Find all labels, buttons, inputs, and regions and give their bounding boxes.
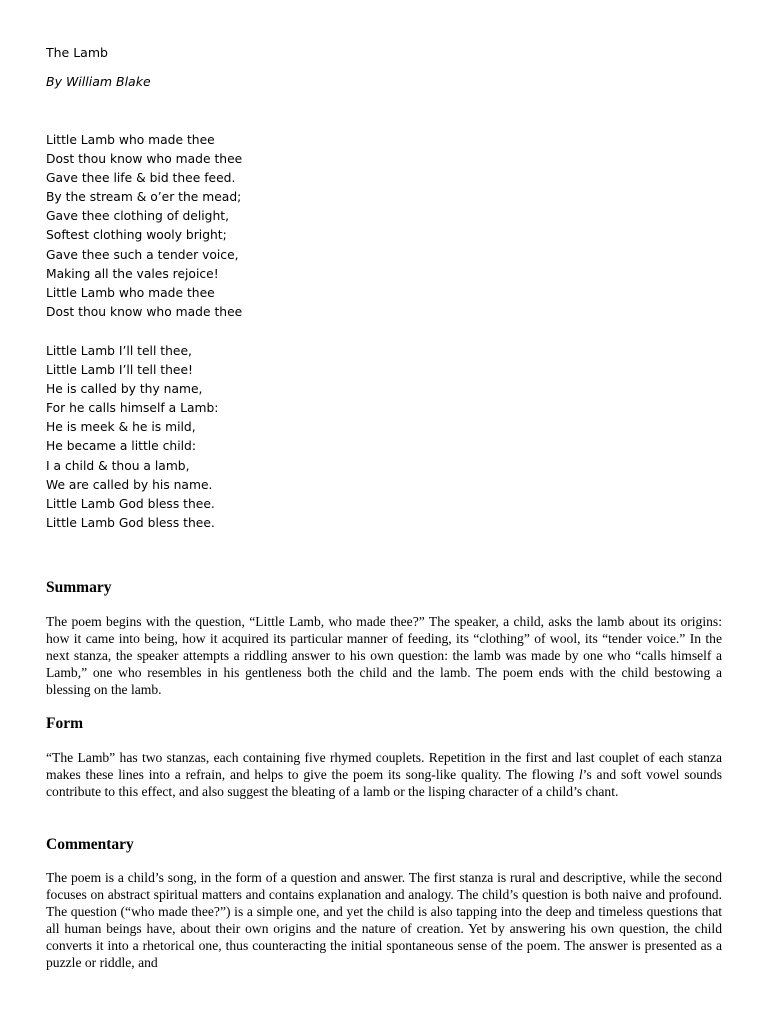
poem-line: Little Lamb who made thee — [46, 285, 215, 300]
poem-stanza-1 — [46, 131, 242, 322]
poem-line: Little Lamb who made thee — [46, 133, 215, 147]
poem-line: For he calls himself a Lamb: — [46, 401, 219, 416]
poem-line: Little Lamb God bless thee. — [46, 496, 215, 511]
poem-line: Softest clothing wooly bright; — [46, 228, 227, 243]
poem-author: By William Blake — [46, 74, 151, 89]
poem-line: We are called by his name. — [46, 477, 213, 492]
poem-line: He is meek & he is mild, — [46, 420, 196, 435]
form-text-start: “The Lamb” has two stanzas, each containing five rhymed couplets. Repetition in the first and last couplet of each stanza makes these lines into a refrain, and helps to give the poem its song-like quality. The flowing — [46, 750, 722, 782]
poem-line: Gave thee life & bid thee feed. — [46, 171, 236, 186]
poem-line: Dost thou know who made thee — [46, 304, 243, 319]
summary-heading: Summary — [46, 579, 112, 596]
poem-line: Little Lamb I’ll tell thee, — [46, 344, 192, 358]
form-paragraph — [46, 750, 722, 801]
poem-stanza-2 — [46, 342, 218, 533]
document-page — [46, 0, 722, 1024]
poem-line: Gave thee such a tender voice, — [46, 247, 239, 262]
form-text-italic: l — [578, 766, 583, 782]
poem-line: Little Lamb I’ll tell thee! — [46, 363, 193, 378]
poem-line: Dost thou know who made thee — [46, 152, 243, 167]
poem-title: The Lamb — [46, 45, 108, 60]
poem-line: Making all the vales rejoice! — [46, 266, 219, 281]
form-heading: Form — [46, 715, 84, 732]
poem-line: I a child & thou a lamb, — [46, 458, 190, 473]
poem-line: He became a little child: — [46, 439, 196, 454]
poem-line: Gave thee clothing of delight, — [46, 209, 230, 224]
commentary-heading: Commentary — [46, 836, 134, 853]
form-text-end: ’s and soft vowel sounds contribute to this effect, and also suggest the bleating of a lamb or the lisping character of a child’s chant. — [46, 766, 722, 799]
poem-line: He is called by thy name, — [46, 382, 203, 397]
poem-line: Little Lamb God bless thee. — [46, 515, 215, 530]
summary-paragraph: The poem begins with the question, “Little Lamb, who made thee?” The speaker, a child, asks the lamb about its origins: how it came into being, how it acquired its particular manner of feeding, its “clothing” of wool, its “tender voice.” In the next stanza, the speaker attempts a riddling answer to his own question: the lamb was made by one who “calls himself a Lamb,” one who resembles in his gentleness both the child and the lamb. The poem ends with the child bestowing a blessing on the lamb. — [46, 614, 722, 697]
commentary-paragraph: The poem is a child’s song, in the form of a question and answer. The first stanza is rural and descriptive, while the second focuses on abstract spiritual matters and contains explanation and analogy. The child’s question is both naive and profound. The question (“who made thee?”) is a simple one, and yet the child is also tapping into the deep and timeless questions that all human beings have, about their own origins and the nature of creation. Yet by answering his own question, the child converts it into a rhetorical one, thus counteracting the initial spontaneous sense of the poem. The answer is presented as a puzzle or riddle, and — [46, 870, 722, 970]
poem-line: By the stream & o’er the mead; — [46, 190, 242, 205]
